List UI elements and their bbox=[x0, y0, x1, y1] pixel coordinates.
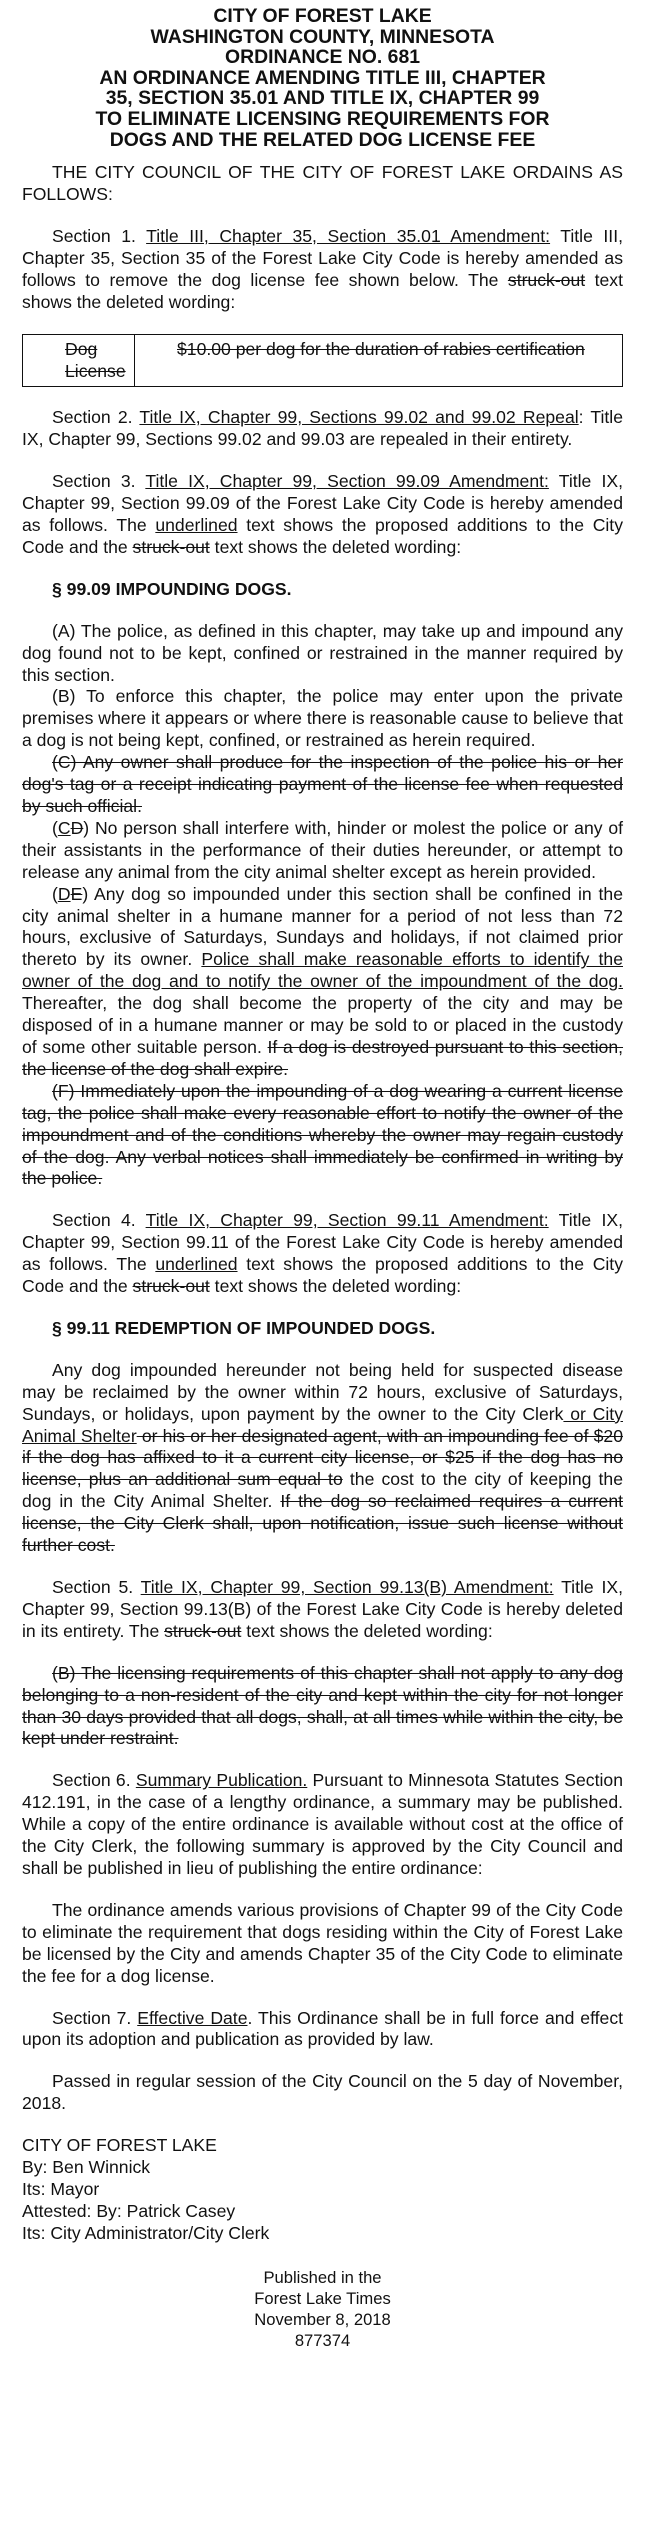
header-title-line-3: TO ELIMINATE LICENSING REQUIREMENTS FOR bbox=[95, 107, 550, 130]
section-7-title: Effective Date bbox=[137, 2007, 248, 2028]
section-9909-d-new-letter: C bbox=[57, 817, 71, 838]
fee-table bbox=[22, 334, 623, 388]
fee-table-fee bbox=[135, 335, 622, 387]
section-9911-body bbox=[22, 1360, 623, 1557]
section-3-lead: Section 3. bbox=[52, 471, 146, 492]
section-5-title: Title IX, Chapter 99, Section 99.13(B) Amendment: bbox=[140, 1577, 554, 1597]
section-4-text-3: text shows the deleted wording: bbox=[209, 1276, 462, 1297]
section-9909-d-old-letter: D bbox=[70, 817, 84, 838]
header-title-line-2: 35, SECTION 35.01 AND TITLE IX, CHAPTER 99 bbox=[105, 87, 540, 110]
section-9911-heading: § 99.11 REDEMPTION OF IMPOUNDED DOGS. bbox=[52, 1317, 436, 1338]
header-city: CITY OF FOREST LAKE bbox=[213, 5, 432, 27]
publication-date: November 8, 2018 bbox=[254, 2310, 391, 2330]
publication-newspaper: Forest Lake Times bbox=[254, 2288, 391, 2308]
section-7-lead: Section 7. bbox=[52, 2007, 138, 2028]
section-9909-e-struck: If a dog is destroyed pursuant to this section, the license of the dog shall expire. bbox=[22, 1036, 624, 1079]
section-2 bbox=[22, 407, 623, 451]
section-2-text: : Title IX, Chapter 99, Sections 99.02 and 99.03 are repealed in their entirety. bbox=[22, 407, 623, 450]
section-9913b bbox=[22, 1663, 623, 1751]
signature-its-1: Its: Mayor bbox=[22, 2178, 100, 2199]
section-6 bbox=[22, 1770, 623, 1880]
section-9909-e-old-letter: E bbox=[70, 883, 83, 904]
signature-block bbox=[22, 2135, 623, 2245]
publication-info bbox=[22, 2267, 623, 2352]
section-9909-a: (A) The police, as defined in this chapter, may take up and impound any dog found not to be kept, confined or restrained in the manner required by this section. bbox=[22, 620, 623, 685]
signature-city: CITY OF FOREST LAKE bbox=[22, 2135, 217, 2156]
section-1-title: Title III, Chapter 35, Section 35.01 Amendment: bbox=[146, 225, 551, 246]
section-5-text: Title IX, Chapter 99, Section 99.13(B) of the Forest Lake City Code is hereby deleted in its entirety. The bbox=[22, 1577, 623, 1641]
section-4-underlined-word: underlined bbox=[155, 1254, 238, 1275]
section-4 bbox=[22, 1210, 623, 1298]
section-9909-c-struck: (C) Any owner shall produce for the inspection of the police his or her dog's tag or a receipt indicating payment of the license fee when requested by such official. bbox=[22, 752, 623, 816]
section-1-lead: Section 1. bbox=[52, 225, 147, 246]
section-5-text-2: text shows the deleted wording: bbox=[241, 1620, 493, 1641]
section-4-struck-word: struck-out bbox=[132, 1276, 210, 1297]
section-9911-struck-1: or his or her designated agent, with an impounding fee of $20 if the dog has affixed to it a current city license, or $25 if the dog has no license, plus an additional sum equal to bbox=[22, 1425, 623, 1490]
section-4-text: Title IX, Chapter 99, Section 99.11 of the Forest Lake City Code is hereby amended as follows. The bbox=[22, 1210, 623, 1275]
section-5-struck-word: struck-out bbox=[164, 1620, 242, 1641]
section-1 bbox=[22, 226, 623, 314]
section-9909-e-open: ( bbox=[52, 883, 58, 904]
section-4-lead: Section 4. bbox=[52, 1210, 146, 1231]
section-9909-d bbox=[22, 818, 623, 884]
section-9913b-struck: (B) The licensing requirements of this chapter shall not apply to any dog belonging to a non-resident of the city and kept within the city for not longer than 30 days provided that all dogs, shall, at all times while within the city, be kept under restraint. bbox=[22, 1662, 623, 1749]
header-ordinance-number: ORDINANCE NO. 681 bbox=[224, 46, 421, 69]
publication-id: 877374 bbox=[294, 2331, 351, 2351]
section-3-text-2: text shows the proposed additions to the City Code and the bbox=[22, 515, 623, 557]
section-6-text: Pursuant to Minnesota Statutes Section 412.191, in the case of a lengthy ordinance, a summary may be published. While a copy of the entire ordinance is available without cost at the office of the City Clerk, the following summary is approved by the City Council and shall be published in lieu of publishing the entire ordinance: bbox=[22, 1770, 623, 1878]
section-6-lead: Section 6. bbox=[52, 1770, 136, 1791]
publication-line-1: Published in the bbox=[263, 2267, 382, 2287]
section-1-struck-word: struck-out bbox=[507, 269, 586, 290]
section-3-underlined-word: underlined bbox=[155, 515, 238, 536]
fee-table-fee-text: $10.00 per dog for the duration of rabies certification bbox=[177, 338, 585, 359]
section-4-text-2: text shows the proposed additions to the City Code and the bbox=[22, 1254, 623, 1297]
section-9911-text: Any dog impounded hereunder not being held for suspected disease may be reclaimed by the owner within 72 hours, exclusive of Saturdays, Sundays, or holidays, upon payment by the owner to the City Clerk bbox=[22, 1359, 623, 1424]
section-9909-d-text: ) No person shall interfere with, hinder or molest the police or any of their assistants in the performance of their duties hereunder, or attempt to release any animal from the city animal shelter except as herein provided. bbox=[22, 817, 623, 882]
section-9909-e-text-2: Thereafter, the dog shall become the property of the city and may be disposed of in a humane manner or may be sold to or placed in the custody of some other suitable person. bbox=[22, 993, 623, 1057]
section-9909-heading: § 99.09 IMPOUNDING DOGS. bbox=[52, 578, 292, 599]
section-9911-added: or City Animal Shelter bbox=[22, 1403, 623, 1446]
section-9909-f-struck: (F) Immediately upon the impounding of a dog wearing a current license tag, the police shall make every reasonable effort to notify the owner of the impoundment and of the conditions whereby the owner may regain custody of the dog. Any verbal notices shall immediately be confirmed in writing by the police. bbox=[22, 1080, 623, 1189]
header-title-line-1: AN ORDINANCE AMENDING TITLE III, CHAPTER bbox=[99, 66, 546, 89]
section-1-text: Title III, Chapter 35, Section 35 of the Forest Lake City Code is hereby amended as follows to remove the dog license fee shown below. The bbox=[22, 225, 623, 290]
fee-table-item bbox=[23, 335, 135, 387]
header-title-line-4: DOGS AND THE RELATED DOG LICENSE FEE bbox=[109, 128, 536, 151]
section-9909-b: (B) To enforce this chapter, the police may enter upon the private premises where it appears or where there is reasonable cause to believe that a dog is not being kept, confined, or restrained as herein required. bbox=[22, 686, 623, 751]
section-4-title: Title IX, Chapter 99, Section 99.11 Amendment: bbox=[145, 1210, 549, 1231]
section-5 bbox=[22, 1577, 623, 1643]
section-6-title: Summary Publication. bbox=[135, 1770, 308, 1791]
section-9911-struck-2: If the dog so reclaimed requires a current license, the City Clerk shall, upon notification, issue such license without further cost. bbox=[22, 1491, 623, 1556]
ordinance-summary: The ordinance amends various provisions of Chapter 99 of the City Code to eliminate the requirement that dogs residing within the City of Forest Lake be licensed by the City and amends Chapter 35 of the City Code to eliminate the fee for a dog license. bbox=[22, 1899, 623, 1986]
section-9911-text-2: the cost to the city of keeping the dog in the City Animal Shelter. bbox=[22, 1469, 623, 1512]
section-2-title: Title IX, Chapter 99, Sections 99.02 and 99.02 Repeal bbox=[139, 407, 579, 428]
signature-attested: Attested: By: Patrick Casey bbox=[22, 2200, 236, 2221]
section-3-title: Title IX, Chapter 99, Section 99.09 Amendment: bbox=[145, 471, 549, 492]
section-2-lead: Section 2. bbox=[52, 407, 140, 428]
section-9909-d-open: ( bbox=[52, 817, 58, 838]
section-3-struck-word: struck-out bbox=[132, 536, 210, 557]
passed-statement: Passed in regular session of the City Council on the 5 day of November, 2018. bbox=[22, 2071, 623, 2114]
section-9909-e bbox=[22, 884, 623, 1081]
section-7-text: . This Ordinance shall be in full force and effect upon its adoption and publication as provided by law. bbox=[22, 2007, 624, 2050]
section-3-text-3: text shows the deleted wording: bbox=[209, 536, 462, 557]
header-county: WASHINGTON COUNTY, MINNESOTA bbox=[150, 25, 495, 48]
section-9909-e-text: ) Any dog so impounded under this section shall be confined in the city animal shelter in a humane manner for a period of not less than 72 hours, exclusive of Saturdays, Sundays and holidays, if not claimed prior thereto by its owner. bbox=[22, 883, 623, 970]
signature-its-2: Its: City Administrator/City Clerk bbox=[22, 2222, 270, 2243]
section-9909-e-added: Police shall make reasonable efforts to identify the owner of the dog and to notify the owner of the impoundment of the dog. bbox=[22, 949, 623, 992]
section-3-text: Title IX, Chapter 99, Section 99.09 of the Forest Lake City Code is hereby amended as follows. The bbox=[22, 471, 623, 536]
preamble: THE CITY COUNCIL OF THE CITY OF FOREST LAKE ORDAINS AS FOLLOWS: bbox=[22, 162, 623, 205]
section-3 bbox=[22, 471, 623, 559]
section-1-text-end: text shows the deleted wording: bbox=[22, 269, 623, 312]
section-9909-f bbox=[22, 1081, 623, 1191]
fee-table-item-text: Dog License bbox=[65, 338, 126, 381]
section-7 bbox=[22, 2008, 623, 2052]
ordinance-header bbox=[22, 6, 623, 150]
section-9909-e-new-letter: D bbox=[57, 883, 71, 904]
section-5-lead: Section 5. bbox=[52, 1577, 141, 1597]
section-9909-c bbox=[22, 752, 623, 818]
signature-by: By: Ben Winnick bbox=[22, 2157, 151, 2178]
